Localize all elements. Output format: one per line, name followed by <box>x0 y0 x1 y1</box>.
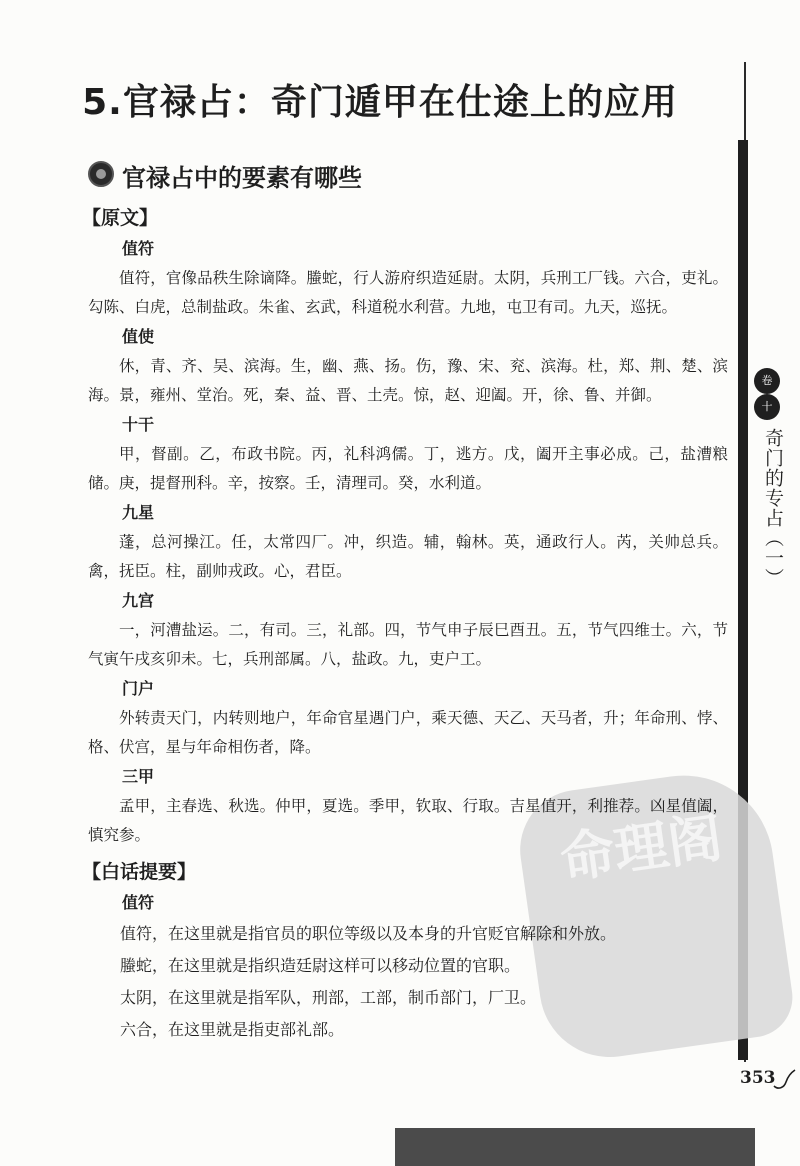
scan-artifact-strip <box>395 1128 755 1166</box>
section-bullet-icon <box>88 161 114 187</box>
page-title: 5.官禄占：奇门遁甲在仕途上的应用 <box>82 82 678 123</box>
group-text: 蓬，总河操江。任，太常四厂。冲，织造。辅，翰林。英，通政行人。芮，关帅总兵。禽，抚臣。柱，副帅戎政。心，君臣。 <box>88 533 728 580</box>
baihua-line: 太阴，在这里就是指军队，刑部，工部，制币部门，厂卫。 <box>120 988 537 1007</box>
group-text: 外转责天门，内转则地户，年命官星遇门户，乘天德、天乙、天马者，升；年命刑、悖、格、伏宫，星与年命相伤者，降。 <box>88 709 728 756</box>
baihua-line: 值符，在这里就是指官员的职位等级以及本身的升官贬官解除和外放。 <box>120 924 617 943</box>
baihua-line: 螣蛇，在这里就是指织造廷尉这样可以移动位置的官职。 <box>120 956 521 975</box>
group-text: 甲，督副。乙，布政书院。丙，礼科鸿儒。丁，逃方。戊，阖开主事必成。己，盐漕粮储。庚，提督刑科。辛，按察。壬，清理司。癸，水利道。 <box>88 445 728 492</box>
volume-badge: 卷 <box>754 368 780 394</box>
baihua-label: 值符 <box>122 893 155 912</box>
group-label: 九星 <box>122 503 155 522</box>
section-title: 官禄占中的要素有哪些 <box>122 164 362 192</box>
chapter-running-head: 奇门的专占（一） <box>762 428 784 588</box>
baihua-heading: 【白话提要】 <box>82 861 197 883</box>
page-number: 353 <box>740 1068 776 1088</box>
group-label: 值使 <box>122 327 155 346</box>
volume-badge-number: 十 <box>754 394 780 420</box>
group-text: 一，河漕盐运。二，有司。三，礼部。四，节气申子辰巳酉丑。五，节气四维士。六，节气寅午戌亥卯未。七，兵刑部属。八，盐政。九，吏户工。 <box>88 621 728 668</box>
group-label: 十干 <box>122 415 155 434</box>
baihua-line: 六合，在这里就是指吏部礼部。 <box>120 1020 345 1039</box>
main-content <box>82 202 728 1046</box>
group-text: 值符，官像品秩生除谪降。螣蛇，行人游府织造延尉。太阴，兵刑工厂钱。六合，吏礼。勾陈、白虎，总制盐政。朱雀、玄武，科道税水利营。九地，屯卫有司。九天，巡抚。 <box>88 269 728 316</box>
yuanwen-heading: 【原文】 <box>82 207 159 229</box>
group-text: 休，青、齐、吴、滨海。生，幽、燕、扬。伤，豫、宋、兖、滨海。杜，郑、荆、楚、滨海。景，雍州、堂治。死，秦、益、晋、土壳。惊，赵、迎阖。开，徐、鲁、并御。 <box>88 357 728 404</box>
group-text: 孟甲，主春选、秋选。仲甲，夏选。季甲，钦取、行取。吉星值开，利推荐。凶星值阖，慎究参。 <box>88 797 728 844</box>
watermark-seal-lettering: 命理阁 <box>556 804 726 891</box>
group-label: 门户 <box>122 679 155 698</box>
group-label: 九宫 <box>122 591 155 610</box>
page-number-swirl-icon <box>772 1066 796 1092</box>
group-label: 三甲 <box>122 767 155 786</box>
group-label: 值符 <box>122 239 155 258</box>
